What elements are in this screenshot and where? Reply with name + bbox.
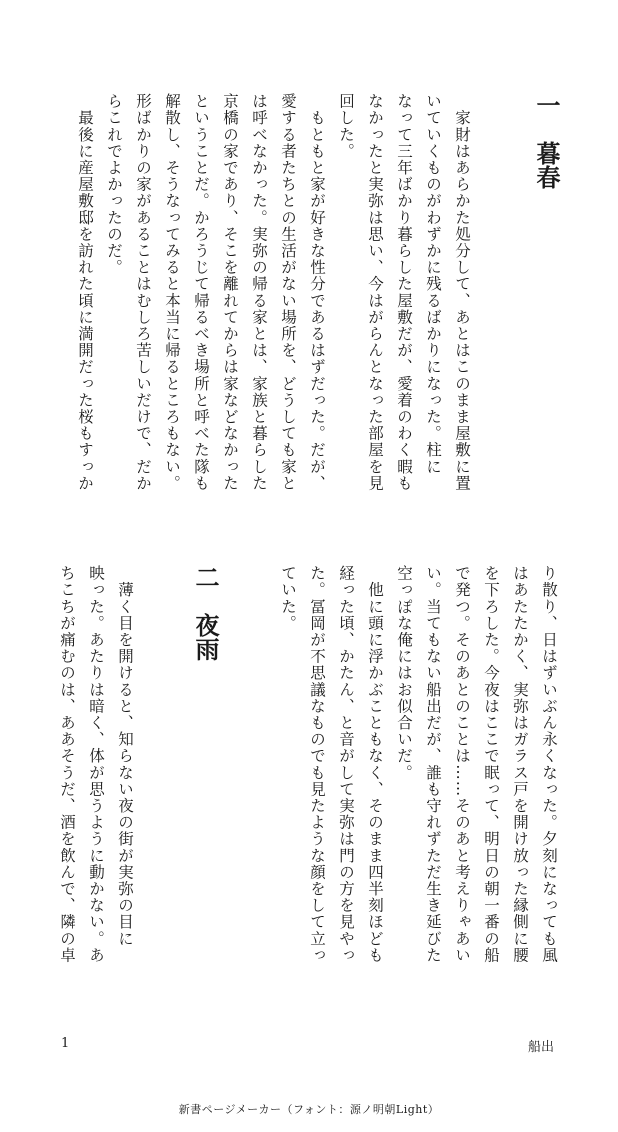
text-column: 映った。あたりは暗く、体が思うように動かない。あ — [87, 565, 105, 964]
text-column: 薄く目を開けると、知らない夜の街が実弥の目に — [116, 565, 134, 947]
text-column: 京橋の家であり、そこを離れてからは家などなかった — [221, 93, 239, 492]
text-column: らこれでよかったのだ。 — [105, 93, 123, 276]
chapter-1-heading: 一 暮春 — [532, 93, 561, 189]
text-column: 経った頃、かたん、と音がして実弥は門の方を見やっ — [337, 565, 355, 964]
text-column: 愛する者たちとの生活がない場所を、どうしても家と — [279, 93, 297, 492]
text-column: 回した。 — [337, 93, 355, 160]
text-column: ということだ。かろうじて帰るべき場所と呼べた隊も — [192, 93, 210, 492]
text-column: なかったと実弥は思い、今はがらんとなった部屋を見 — [366, 93, 384, 492]
text-column: ちこちが痛むのは、ああそうだ、酒を飲んで、隣の卓 — [58, 565, 76, 964]
text-column: い。当てもない船出だが、誰も守れずただ生き延びた — [424, 565, 442, 964]
text-column: はあたたかく、実弥はガラス戸を開け放った縁側に腰 — [511, 565, 529, 964]
text-column: で発つ。そのあとのことは……そのあと考えりゃあい — [453, 565, 471, 964]
text-column: を下ろした。今夜はここで眠って、明日の朝一番の船 — [482, 565, 500, 964]
text-column: 形ばかりの家があることはむしろ苦しいだけで、だか — [134, 93, 152, 492]
text-column: 空っぽな俺にはお似合いだ。 — [395, 565, 413, 781]
chapter-2-heading: 二 夜雨 — [191, 565, 220, 661]
text-column: は呼べなかった。実弥の帰る家とは、家族と暮らした — [250, 93, 268, 492]
text-column: もともと家が好きな性分であるはずだった。だが、 — [308, 93, 326, 492]
text-column: いていくものがわずかに残るばかりになった。柱に — [424, 93, 442, 475]
text-column: た。冨岡が不思議なものでも見たような顔をして立っ — [308, 565, 326, 964]
text-column: り散り、日はずいぶん永くなった。夕刻になっても風 — [540, 565, 558, 964]
generator-caption: 新書ページメーカー（フォント：源ノ明朝Light） — [178, 1103, 440, 1116]
text-column: 最後に産屋敷邸を訪れた頃に満開だった桜もすっか — [76, 93, 94, 492]
text-column: 解散し、そうなってみると本当に帰るところもない。 — [163, 93, 181, 492]
text-column: 他に頭に浮かぶこともなく、そのまま四半刻ほども — [366, 565, 384, 964]
running-title: 船出 — [528, 1040, 555, 1055]
text-column: なって三年ばかり暮らした屋敷だが、愛着のわく暇も — [395, 93, 413, 492]
text-column: ていた。 — [279, 565, 297, 632]
text-column: 家財はあらかた処分して、あとはこのまま屋敷に置 — [453, 93, 471, 492]
page-number: 1 — [61, 1036, 70, 1051]
